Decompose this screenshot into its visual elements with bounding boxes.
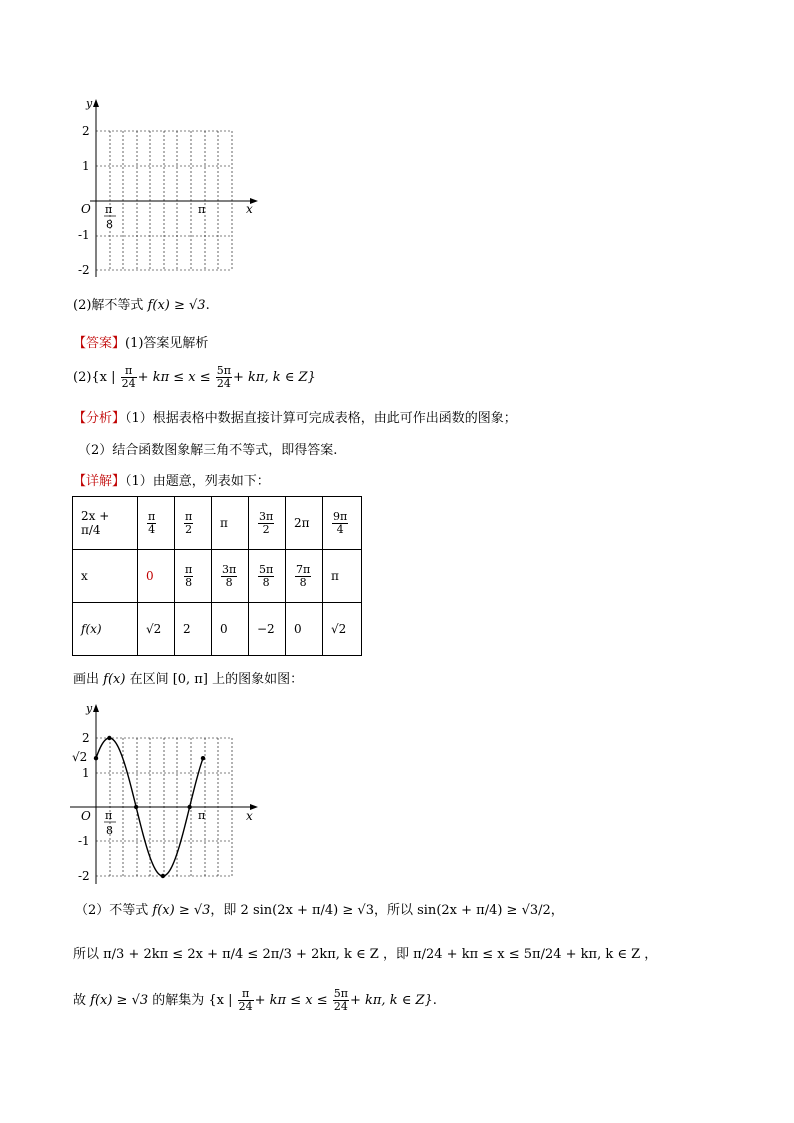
x-tick: 8 (106, 824, 113, 837)
analysis-line-2: （2）结合函数图象解三角不等式，即得答案. (78, 443, 338, 458)
y-tick: -2 (78, 263, 90, 277)
x-tick: 8 (106, 218, 113, 231)
solution-line-1: （2）不等式 f(x) ≥ √3，即 2 sin(2x + π/4) ≥ √3，所以 sin(2x + π/4) ≥ √3/2， (75, 903, 564, 918)
y-tick: 1 (82, 159, 90, 173)
table-cell: 2x + π/4 (73, 497, 138, 550)
curve-point (161, 874, 165, 878)
y-tick: -1 (78, 834, 90, 848)
table-row: x 0 $\frac{\pi}{8}$ $\frac{3\pi}{8}$ $\frac{5\pi}{8}$ $\frac{7\pi}{8}$ π (73, 550, 362, 603)
value-table (72, 496, 362, 656)
x-tick: π (198, 203, 206, 216)
solution-line-3: 故 f(x) ≥ √3 的解集为 {x | $\frac{\pi}{24}$ + kπ ≤ x ≤ $\frac{5\pi}{24}$ + kπ, k ∈ Z}. (73, 987, 437, 1013)
table-cell: x (73, 550, 138, 603)
x-tick: π (198, 809, 206, 822)
curve-point (94, 756, 98, 760)
y-axis-label: y (86, 702, 93, 715)
empty-grid-graph (70, 95, 270, 285)
curve-point (107, 736, 111, 740)
origin-label: O (81, 809, 91, 823)
origin-label: O (81, 202, 91, 216)
draw-graph-line: 画出 f(x) 在区间 [0, π] 上的图象如图： (73, 672, 304, 687)
y-tick: √2 (72, 750, 88, 764)
x-tick: π (105, 203, 113, 216)
answer-tag: 【答案】 (73, 336, 126, 351)
question-2: (2)解不等式 f(x) ≥ √3. (73, 298, 210, 313)
curve-point (187, 805, 191, 809)
analysis-line-1: 【分析】（1）根据表格中数据直接计算可完成表格，由此可作出函数的图象； (73, 411, 517, 426)
y-tick: -2 (78, 869, 90, 883)
answer-line: 【答案】(1)答案见解析 (73, 336, 209, 351)
x-axis-label: x (246, 202, 253, 216)
detail-line: 【详解】（1）由题意，列表如下： (73, 474, 270, 489)
table-cell: f(x) (73, 603, 138, 656)
table-row: f(x) √2 2 0 −2 0 √2 (73, 603, 362, 656)
y-tick: -1 (78, 228, 90, 242)
y-tick: 2 (82, 124, 90, 138)
curve-point (201, 756, 205, 760)
detail-tag: 【详解】 (73, 474, 126, 489)
answer-2-line: (2){x | $\frac{\pi}{24}$ + kπ ≤ x ≤ $\frac{5\pi}{24}$ + kπ, k ∈ Z} (73, 364, 316, 390)
sine-curve-graph (70, 700, 270, 890)
y-axis-label: y (86, 97, 93, 110)
solution-line-2: 所以 π/3 + 2kπ ≤ 2x + π/4 ≤ 2π/3 + 2kπ, k ∈ Z ，即 π/24 + kπ ≤ x ≤ 5π/24 + kπ, k ∈ Z ， (73, 947, 658, 962)
x-tick: π (105, 809, 113, 822)
analysis-tag: 【分析】 (73, 411, 126, 426)
curve-point (134, 805, 138, 809)
x-axis-label: x (246, 809, 253, 823)
y-tick: 2 (82, 731, 90, 745)
y-tick: 1 (82, 766, 90, 780)
table-row: 2x + π/4 $\frac{\pi}{4}$ $\frac{\pi}{2}$ π $\frac{3\pi}{2}$ 2π $\frac{9\pi}{4}$ (73, 497, 362, 550)
